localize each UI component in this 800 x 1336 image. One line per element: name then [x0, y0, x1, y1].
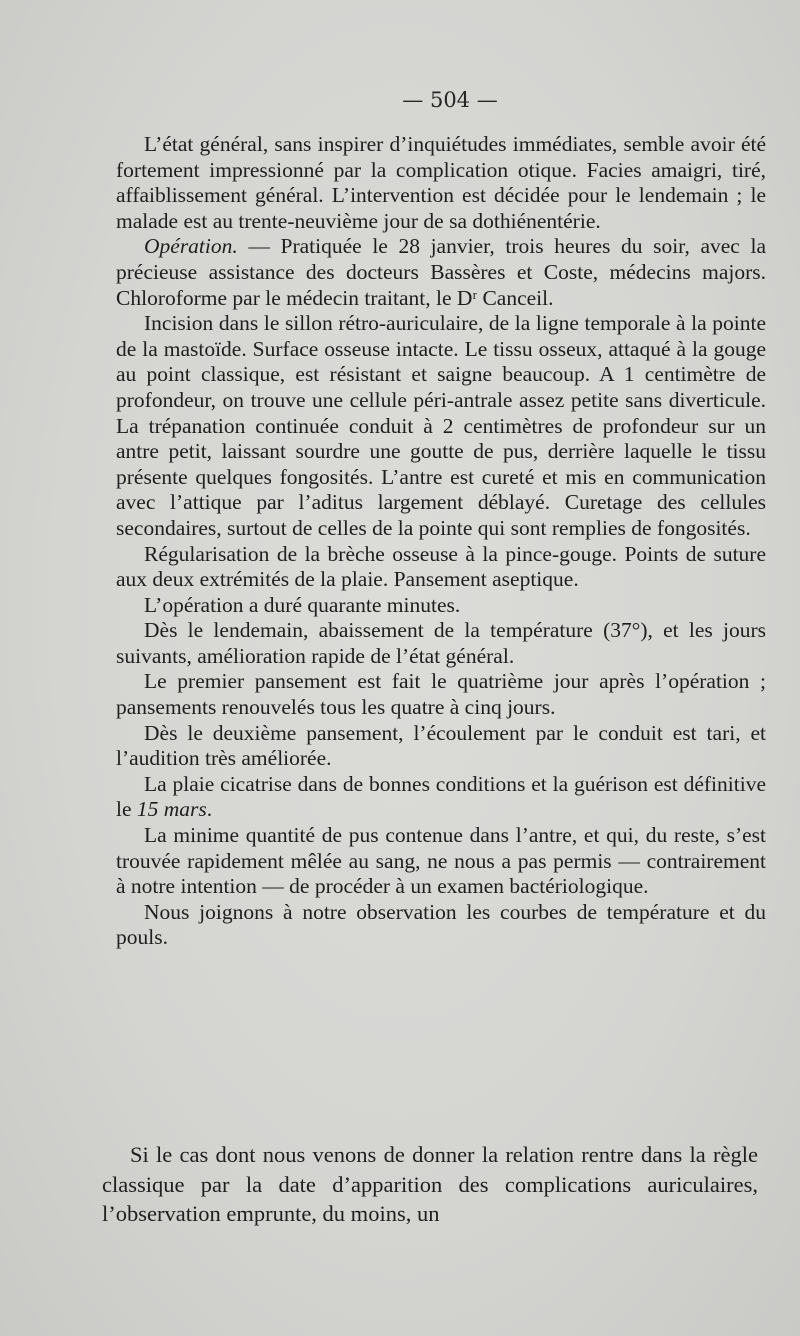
- healing-end: .: [206, 797, 213, 822]
- paragraph-next-day: Dès le lendemain, abaissement de la température (37°), et les jours suivants, amélioration rapide de l’état général.: [116, 618, 766, 668]
- operation-text: — Pratiquée le 28 janvier, trois heures du soir, avec la précieuse assistance des docteurs Bassères et Coste, médecins majors. Chloroforme par le médecin traitant, le Dʳ Canceil.: [116, 234, 766, 310]
- paragraph-duration: L’opération a duré quarante minutes.: [144, 592, 461, 617]
- healing-text: La plaie cicatrise dans de bonnes conditions et la guérison est définitive le: [116, 771, 766, 822]
- paragraph-operation: [116, 234, 766, 311]
- page-number: — 504 —: [402, 88, 498, 112]
- paragraph-pus: La minime quantité de pus contenue dans l’antre, et qui, du reste, s’est trouvée rapidement mêlée au sang, ne nous a pas permis — contrairement à notre intention — de procéder à un examen bactériologique.: [116, 823, 766, 899]
- closing-text: [102, 1140, 758, 1229]
- paragraph-second-dressing: Dès le deuxième pansement, l’écoulement par le conduit est tari, et l’audition très améliorée.: [116, 720, 766, 771]
- paragraph-closing: Si le cas dont nous venons de donner la relation rentre dans la règle classique par la date d’apparition des complications auriculaires, l’observation emprunte, du moins, un: [102, 1142, 758, 1226]
- paragraph-first-dressing: Le premier pansement est fait le quatrième jour après l’opération ; pansements renouvelés tous les quatre à cinq jours.: [116, 669, 766, 720]
- paragraph-incision: Incision dans le sillon rétro-auriculaire, de la ligne temporale à la pointe de la mastoïde. Surface osseuse intacte. Le tissu osseux, attaqué à la gouge au point classique, est résistant et saigne beaucoup. A 1 centimètre de profondeur, on trouve une cellule péri-antrale assez petite sans diverticule. La trépanation continuée conduit à 2 centimètres de profondeur sur un antre petit, laissant sourdre une goutte de pus, derrière laquelle le tissu présente quelques fongosités. L’antre est cureté et mis en communication avec l’attique par l’aditus largement déblayé. Curetage des cellules secondaires, surtout de celles de la pointe qui sont remplies de fongosités.: [116, 311, 766, 540]
- paragraph-regularisation: Régularisation de la brèche osseuse à la pince-gouge. Points de suture aux deux extrémités de la plaie. Pansement aseptique.: [116, 541, 766, 592]
- paragraph-curves: Nous joignons à notre observation les courbes de température et du pouls.: [116, 899, 766, 950]
- observation-text: [116, 132, 766, 951]
- paragraph-healing: [116, 772, 766, 823]
- operation-heading: Opération.: [144, 234, 238, 259]
- healing-date: 15 mars: [136, 797, 207, 822]
- paragraph-general-state: L’état général, sans inspirer d’inquiétudes immédiates, semble avoir été fortement impressionné par la complication otique. Facies amaigri, tiré, affaiblissement général. L’intervention est décidée pour le lendemain ; le malade est au trente-neuvième jour de sa dothiénentérie.: [116, 132, 766, 233]
